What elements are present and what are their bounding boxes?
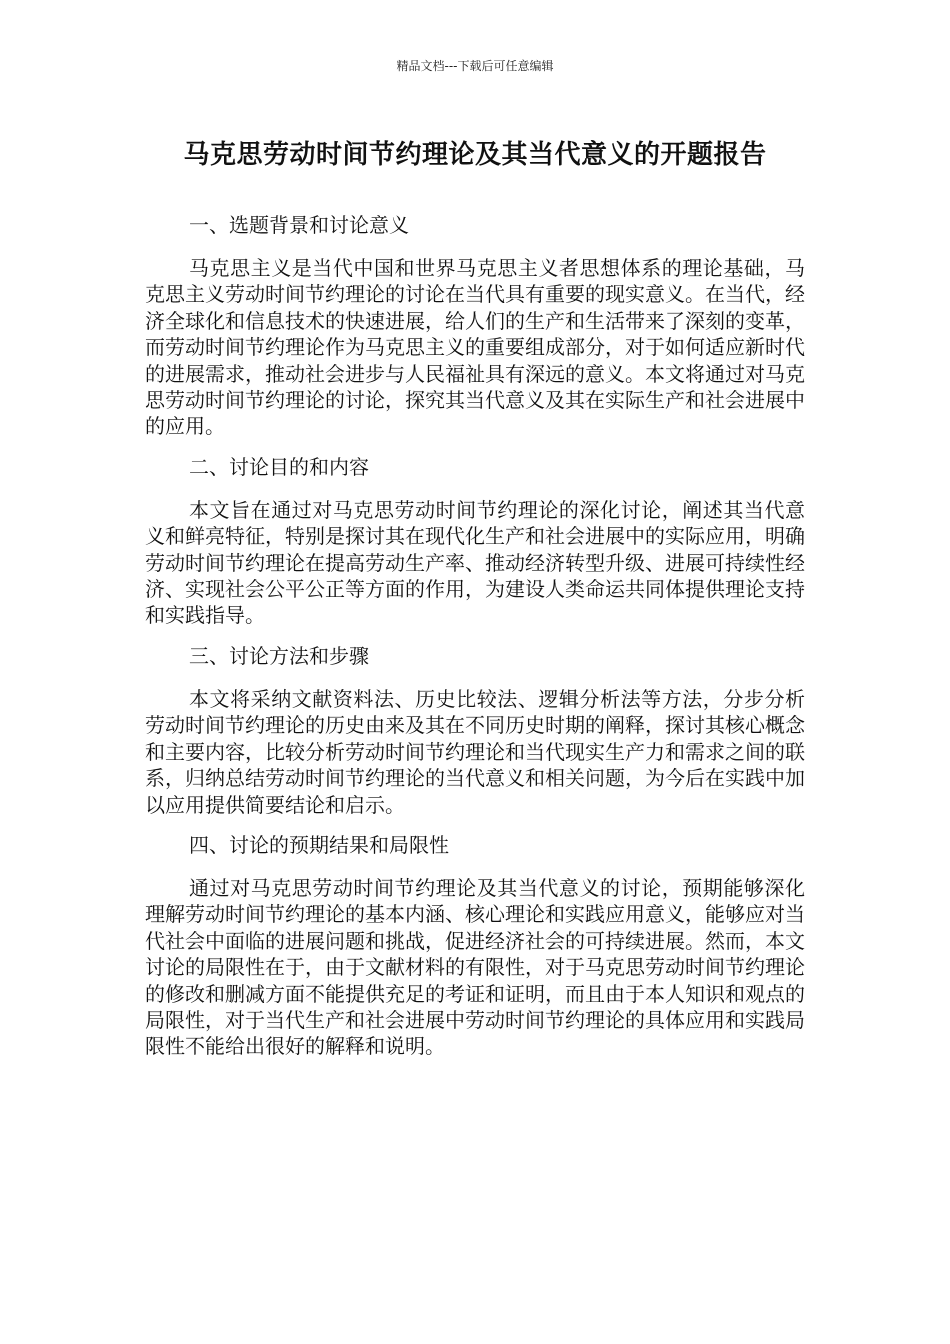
- section-heading-3: 三、讨论方法和步骤: [189, 643, 369, 668]
- section-paragraph-3: 本文将采纳文献资料法、历史比较法、逻辑分析法等方法，分步分析劳动时间节约理论的历史由来及其在不同历史时期的阐释，探讨其核心概念和主要内容，比较分析劳动时间节约理论和当代现实生产力和需求之间的联系，归纳总结劳动时间节约理论的当代意义和相关问题，为今后在实践中加以应用提供简要结论和启示。: [145, 686, 805, 817]
- document-title: 马克思劳动时间节约理论及其当代意义的开题报告: [183, 140, 767, 170]
- header-note: 精品文档---下载后可任意编辑: [396, 59, 554, 73]
- section-paragraph-2: 本文旨在通过对马克思劳动时间节约理论的深化讨论，阐述其当代意义和鲜亮特征，特别是探讨其在现代化生产和社会进展中的实际应用，明确劳动时间节约理论在提高劳动生产率、推动经济转型升级、进展可持续性经济、实现社会公平公正等方面的作用，为建设人类命运共同体提供理论支持和实践指导。: [145, 497, 805, 628]
- section-heading-1: 一、选题背景和讨论意义: [189, 213, 409, 237]
- section-heading-2: 二、讨论目的和内容: [189, 454, 369, 479]
- section-paragraph-4: 通过对马克思劳动时间节约理论及其当代意义的讨论，预期能够深化理解劳动时间节约理论的基本内涵、核心理论和实践应用意义，能够应对当代社会中面临的进展问题和挑战，促进经济社会的可持续进展。然而，本文讨论的局限性在于，由于文献材料的有限性，对于马克思劳动时间节约理论的修改和删减方面不能提供充足的考证和证明，而且由于本人知识和观点的局限性，对于当代生产和社会进展中劳动时间节约理论的具体应用和实践局限性不能给出很好的解释和说明。: [145, 875, 805, 1059]
- section-heading-4: 四、讨论的预期结果和局限性: [189, 832, 449, 857]
- section-paragraph-1: 马克思主义是当代中国和世界马克思主义者思想体系的理论基础，马克思主义劳动时间节约理论的讨论在当代具有重要的现实意义。在当代，经济全球化和信息技术的快速进展，给人们的生产和生活带来了深刻的变革，而劳动时间节约理论作为马克思主义的重要组成部分，对于如何适应新时代的进展需求，推动社会进步与人民福祉具有深远的意义。本文将通过对马克思劳动时间节约理论的讨论，探究其当代意义及其在实际生产和社会进展中的应用。: [145, 256, 805, 439]
- document-body: [145, 212, 805, 1060]
